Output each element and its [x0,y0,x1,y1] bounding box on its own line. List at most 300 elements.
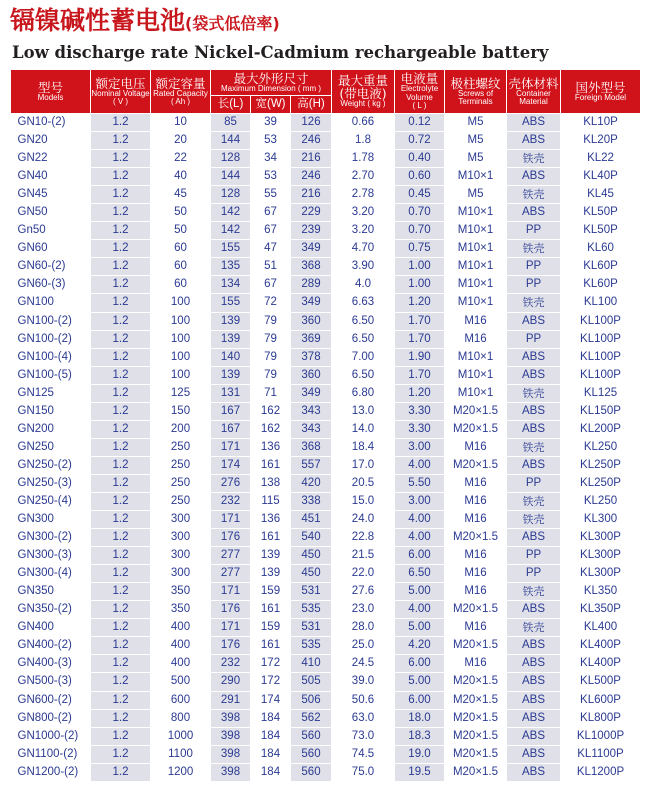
cell-electrolyte: 3.30 [395,402,445,420]
cell-terminal: M10×1 [445,168,507,186]
cell-terminal: M16 [445,474,507,492]
cell-electrolyte: 4.00 [395,511,445,529]
cell-weight: 73.0 [332,727,395,745]
cell-capacity: 100 [151,348,211,366]
cell-electrolyte: 4.00 [395,601,445,619]
cell-length: 128 [211,186,251,204]
cell-terminal: M16 [445,312,507,330]
cell-weight: 6.50 [332,330,395,348]
cell-voltage: 1.2 [91,222,151,240]
cell-capacity: 100 [151,366,211,384]
cell-height: 420 [291,474,332,492]
cell-container: 铁壳 [507,511,561,529]
cell-width: 67 [251,204,291,222]
cell-height: 450 [291,547,332,565]
cell-voltage: 1.2 [91,420,151,438]
cell-voltage: 1.2 [91,348,151,366]
cell-width: 184 [251,763,291,781]
cell-capacity: 45 [151,186,211,204]
cell-width: 184 [251,727,291,745]
cell-terminal: M20×1.5 [445,529,507,547]
table-row [11,258,641,276]
cell-length: 276 [211,474,251,492]
cell-foreign: KL1100P [561,745,641,763]
cell-length: 140 [211,348,251,366]
cell-length: 139 [211,312,251,330]
cell-height: 289 [291,276,332,294]
cell-model: GN500-(3) [11,673,91,691]
cell-terminal: M5 [445,114,507,132]
cell-weight: 6.80 [332,384,395,402]
table-row [11,402,641,420]
cell-electrolyte: 6.00 [395,547,445,565]
table-row [11,673,641,691]
cell-height: 360 [291,366,332,384]
cell-height: 349 [291,294,332,312]
cell-width: 53 [251,168,291,186]
cell-foreign: KL250 [561,492,641,510]
cell-electrolyte: 0.72 [395,132,445,150]
cell-electrolyte: 6.00 [395,655,445,673]
cell-model: GN100-(2) [11,312,91,330]
cell-voltage: 1.2 [91,529,151,547]
table-row [11,294,641,312]
cell-weight: 22.0 [332,565,395,583]
cell-length: 291 [211,691,251,709]
table-row [11,565,641,583]
header-capacity: 额定容量 Rated Capacity ( Ah ) [151,70,211,114]
cell-terminal: M5 [445,150,507,168]
cell-voltage: 1.2 [91,150,151,168]
cell-capacity: 50 [151,222,211,240]
cell-voltage: 1.2 [91,745,151,763]
cell-voltage: 1.2 [91,619,151,637]
cell-terminal: M10×1 [445,204,507,222]
cell-container: ABS [507,691,561,709]
cell-capacity: 60 [151,240,211,258]
cell-width: 172 [251,655,291,673]
page-title-en: Low discharge rate Nickel-Cadmium rechargeable battery [12,43,549,62]
cell-width: 79 [251,330,291,348]
cell-capacity: 350 [151,601,211,619]
cell-terminal: M16 [445,438,507,456]
cell-terminal: M20×1.5 [445,763,507,781]
table-row [11,222,641,240]
table-row [11,132,641,150]
cell-electrolyte: 0.60 [395,168,445,186]
cell-width: 72 [251,294,291,312]
cell-length: 128 [211,150,251,168]
cell-foreign: KL60 [561,240,641,258]
cell-container: ABS [507,655,561,673]
cell-terminal: M20×1.5 [445,745,507,763]
cell-capacity: 100 [151,330,211,348]
table-row [11,709,641,727]
cell-container: 铁壳 [507,438,561,456]
cell-container: ABS [507,366,561,384]
cell-height: 368 [291,438,332,456]
cell-electrolyte: 6.00 [395,691,445,709]
cell-voltage: 1.2 [91,168,151,186]
cell-height: 531 [291,619,332,637]
cell-height: 246 [291,168,332,186]
cell-voltage: 1.2 [91,655,151,673]
cell-container: ABS [507,709,561,727]
cell-electrolyte: 1.90 [395,348,445,366]
cell-width: 67 [251,276,291,294]
cell-voltage: 1.2 [91,583,151,601]
cell-foreign: KL100 [561,294,641,312]
cell-foreign: KL150P [561,402,641,420]
cell-model: GN40 [11,168,91,186]
cell-electrolyte: 4.00 [395,529,445,547]
cell-width: 184 [251,745,291,763]
cell-container: PP [507,330,561,348]
table-row [11,511,641,529]
cell-height: 216 [291,150,332,168]
cell-height: 343 [291,420,332,438]
cell-capacity: 100 [151,294,211,312]
cell-length: 176 [211,601,251,619]
cell-length: 176 [211,529,251,547]
cell-length: 131 [211,384,251,402]
cell-model: GN100-(4) [11,348,91,366]
cell-electrolyte: 5.50 [395,474,445,492]
cell-weight: 6.50 [332,312,395,330]
cell-container: PP [507,222,561,240]
cell-electrolyte: 1.70 [395,330,445,348]
cell-capacity: 600 [151,691,211,709]
cell-length: 139 [211,330,251,348]
cell-model: GN20 [11,132,91,150]
cell-width: 184 [251,709,291,727]
cell-terminal: M16 [445,655,507,673]
cell-foreign: KL200P [561,420,641,438]
cell-container: PP [507,547,561,565]
table-row [11,474,641,492]
cell-width: 53 [251,132,291,150]
cell-container: ABS [507,204,561,222]
table-row [11,420,641,438]
cell-terminal: M20×1.5 [445,709,507,727]
cell-weight: 75.0 [332,763,395,781]
cell-container: ABS [507,420,561,438]
cell-container: 铁壳 [507,186,561,204]
cell-width: 51 [251,258,291,276]
cell-weight: 1.78 [332,150,395,168]
cell-foreign: KL350 [561,583,641,601]
cell-electrolyte: 1.00 [395,276,445,294]
cell-model: GN1200-(2) [11,763,91,781]
cell-terminal: M20×1.5 [445,402,507,420]
cell-weight: 21.5 [332,547,395,565]
cell-model: GN250 [11,438,91,456]
cell-height: 216 [291,186,332,204]
cell-length: 144 [211,132,251,150]
cell-height: 229 [291,204,332,222]
cell-model: GN200 [11,420,91,438]
table-body [11,114,641,782]
cell-weight: 6.50 [332,366,395,384]
cell-terminal: M16 [445,619,507,637]
table-row [11,366,641,384]
cell-terminal: M20×1.5 [445,601,507,619]
cell-container: PP [507,258,561,276]
cell-weight: 50.6 [332,691,395,709]
cell-electrolyte: 18.0 [395,709,445,727]
cell-length: 171 [211,511,251,529]
cell-terminal: M16 [445,511,507,529]
cell-capacity: 1000 [151,727,211,745]
cell-electrolyte: 18.3 [395,727,445,745]
cell-height: 562 [291,709,332,727]
cell-capacity: 300 [151,547,211,565]
cell-capacity: 250 [151,492,211,510]
cell-length: 232 [211,655,251,673]
cell-container: ABS [507,312,561,330]
cell-height: 368 [291,258,332,276]
cell-electrolyte: 3.00 [395,438,445,456]
cell-width: 47 [251,240,291,258]
cell-container: ABS [507,601,561,619]
cell-height: 343 [291,402,332,420]
cell-foreign: KL60P [561,258,641,276]
title-main: 镉镍碱性蓄电池 [10,6,186,35]
cell-voltage: 1.2 [91,456,151,474]
cell-electrolyte: 0.70 [395,222,445,240]
cell-length: 398 [211,745,251,763]
cell-model: GN60-(3) [11,276,91,294]
cell-foreign: KL100P [561,330,641,348]
cell-voltage: 1.2 [91,601,151,619]
cell-model: GN1100-(2) [11,745,91,763]
cell-model: GN400-(3) [11,655,91,673]
cell-model: GN50 [11,204,91,222]
cell-container: ABS [507,348,561,366]
table-row [11,619,641,637]
cell-model: GN60 [11,240,91,258]
table-row [11,547,641,565]
table-row [11,637,641,655]
cell-height: 535 [291,637,332,655]
cell-foreign: KL300P [561,565,641,583]
cell-container: ABS [507,727,561,745]
cell-terminal: M16 [445,583,507,601]
table-row [11,655,641,673]
cell-model: GN100-(5) [11,366,91,384]
cell-length: 142 [211,204,251,222]
cell-capacity: 125 [151,384,211,402]
cell-length: 232 [211,492,251,510]
cell-model: GN250-(2) [11,456,91,474]
table-row [11,348,641,366]
table-row [11,330,641,348]
cell-weight: 3.20 [332,204,395,222]
cell-container: 铁壳 [507,150,561,168]
cell-foreign: KL125 [561,384,641,402]
cell-weight: 24.0 [332,511,395,529]
cell-voltage: 1.2 [91,492,151,510]
cell-height: 560 [291,763,332,781]
cell-electrolyte: 4.00 [395,456,445,474]
cell-model: GN600-(2) [11,691,91,709]
cell-capacity: 400 [151,655,211,673]
cell-container: ABS [507,168,561,186]
cell-voltage: 1.2 [91,673,151,691]
cell-capacity: 300 [151,565,211,583]
cell-container: 铁壳 [507,619,561,637]
cell-width: 161 [251,456,291,474]
cell-foreign: KL45 [561,186,641,204]
page-title-cn [10,4,280,38]
cell-length: 398 [211,763,251,781]
table-row [11,438,641,456]
cell-height: 246 [291,132,332,150]
cell-capacity: 250 [151,474,211,492]
cell-length: 85 [211,114,251,132]
header-container: 壳体材料 Container Material [507,70,561,114]
cell-width: 172 [251,673,291,691]
cell-height: 505 [291,673,332,691]
cell-terminal: M10×1 [445,276,507,294]
header-height: 高(H) [291,96,332,114]
cell-height: 450 [291,565,332,583]
cell-foreign: KL400P [561,655,641,673]
cell-foreign: KL50P [561,204,641,222]
cell-foreign: KL800P [561,709,641,727]
cell-voltage: 1.2 [91,294,151,312]
table-row [11,745,641,763]
cell-terminal: M20×1.5 [445,420,507,438]
table-row [11,114,641,132]
cell-voltage: 1.2 [91,637,151,655]
cell-container: PP [507,565,561,583]
table-row [11,529,641,547]
cell-weight: 18.4 [332,438,395,456]
cell-container: 铁壳 [507,384,561,402]
cell-electrolyte: 5.00 [395,583,445,601]
header-weight: 最大重量 (带电液) Weight ( kg ) [332,70,395,114]
cell-model: GN300 [11,511,91,529]
cell-foreign: KL100P [561,366,641,384]
cell-model: GN100 [11,294,91,312]
cell-foreign: KL1000P [561,727,641,745]
cell-weight: 23.0 [332,601,395,619]
cell-terminal: M20×1.5 [445,727,507,745]
cell-electrolyte: 1.20 [395,294,445,312]
cell-width: 67 [251,222,291,240]
cell-terminal: M10×1 [445,366,507,384]
cell-weight: 25.0 [332,637,395,655]
cell-width: 139 [251,565,291,583]
cell-voltage: 1.2 [91,763,151,781]
cell-capacity: 400 [151,619,211,637]
header-dimension: 最大外形尺寸 Maximum Dimension ( mm ) [211,70,332,96]
cell-model: GN300-(4) [11,565,91,583]
cell-voltage: 1.2 [91,691,151,709]
cell-voltage: 1.2 [91,366,151,384]
cell-weight: 22.8 [332,529,395,547]
cell-weight: 24.5 [332,655,395,673]
cell-length: 171 [211,583,251,601]
cell-foreign: KL60P [561,276,641,294]
cell-container: 铁壳 [507,294,561,312]
cell-voltage: 1.2 [91,727,151,745]
cell-capacity: 1200 [151,763,211,781]
cell-length: 167 [211,420,251,438]
cell-foreign: KL300 [561,511,641,529]
cell-capacity: 400 [151,637,211,655]
cell-capacity: 1100 [151,745,211,763]
cell-container: ABS [507,402,561,420]
cell-model: GN800-(2) [11,709,91,727]
cell-container: 铁壳 [507,492,561,510]
table-row [11,240,641,258]
cell-model: GN400-(2) [11,637,91,655]
cell-container: ABS [507,763,561,781]
cell-width: 138 [251,474,291,492]
cell-model: GN10-(2) [11,114,91,132]
cell-foreign: KL300P [561,529,641,547]
cell-width: 71 [251,384,291,402]
cell-weight: 20.5 [332,474,395,492]
cell-voltage: 1.2 [91,474,151,492]
cell-terminal: M16 [445,565,507,583]
cell-weight: 3.90 [332,258,395,276]
cell-electrolyte: 1.70 [395,312,445,330]
cell-terminal: M16 [445,547,507,565]
cell-voltage: 1.2 [91,511,151,529]
cell-terminal: M10×1 [445,222,507,240]
cell-height: 451 [291,511,332,529]
cell-length: 167 [211,402,251,420]
cell-voltage: 1.2 [91,438,151,456]
cell-foreign: KL600P [561,691,641,709]
cell-container: 铁壳 [507,240,561,258]
cell-foreign: KL50P [561,222,641,240]
cell-width: 39 [251,114,291,132]
cell-container: ABS [507,745,561,763]
cell-terminal: M10×1 [445,240,507,258]
cell-height: 540 [291,529,332,547]
cell-voltage: 1.2 [91,204,151,222]
cell-container: ABS [507,673,561,691]
cell-capacity: 250 [151,438,211,456]
cell-capacity: 500 [151,673,211,691]
cell-voltage: 1.2 [91,709,151,727]
cell-height: 126 [291,114,332,132]
cell-foreign: KL350P [561,601,641,619]
cell-electrolyte: 5.00 [395,619,445,637]
cell-height: 560 [291,745,332,763]
cell-capacity: 250 [151,456,211,474]
table-row [11,312,641,330]
table-row [11,150,641,168]
cell-length: 171 [211,438,251,456]
cell-foreign: KL300P [561,547,641,565]
cell-width: 139 [251,547,291,565]
cell-length: 171 [211,619,251,637]
cell-height: 410 [291,655,332,673]
cell-length: 398 [211,727,251,745]
cell-width: 159 [251,583,291,601]
cell-foreign: KL100P [561,348,641,366]
cell-terminal: M5 [445,132,507,150]
table-row [11,384,641,402]
cell-voltage: 1.2 [91,384,151,402]
cell-length: 174 [211,456,251,474]
header-model: 型号 Models [11,70,91,114]
